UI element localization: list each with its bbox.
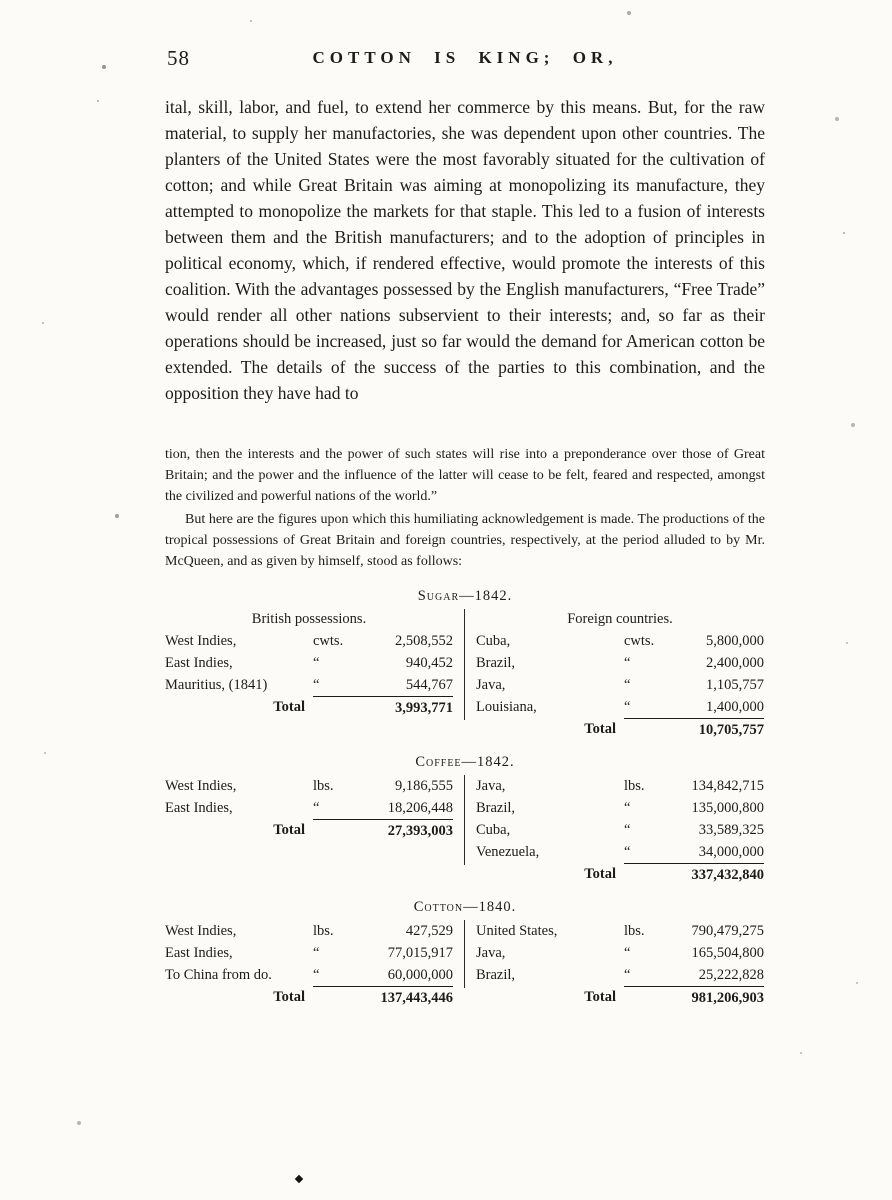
table-row: [165, 964, 453, 986]
total-sum-line: [313, 986, 361, 1009]
table-row: [476, 841, 764, 863]
row-value: 25,222,828: [698, 967, 764, 983]
row-label: West Indies,: [165, 923, 237, 939]
column-header: British possessions.: [251, 611, 367, 627]
row-label: Java,: [476, 677, 506, 693]
row-value: 135,000,800: [691, 800, 764, 816]
table-cotton: [165, 899, 765, 1009]
row-label: East Indies,: [165, 945, 233, 961]
running-header: COTTON IS KING; OR,: [312, 48, 618, 67]
row-value: 940,452: [405, 655, 453, 671]
total-sum-line: [313, 696, 361, 719]
table-row: [476, 920, 764, 942]
table-row: [476, 942, 764, 964]
row-value: 18,206,448: [387, 800, 453, 816]
row-value: 77,015,917: [387, 945, 453, 961]
row-unit: “: [313, 655, 320, 671]
row-unit: lbs.: [624, 778, 645, 794]
table-right-column: [465, 609, 764, 741]
row-value: 34,000,000: [698, 844, 764, 860]
table-row: [476, 797, 764, 819]
row-unit: “: [624, 945, 631, 961]
row-label: To China from do.: [165, 967, 272, 983]
row-label: West Indies,: [165, 778, 237, 794]
row-unit: lbs.: [624, 923, 645, 939]
row-label: United States,: [476, 923, 558, 939]
table-row: [476, 819, 764, 841]
table-columns: [165, 609, 765, 741]
footnote-paragraph-continued: tion, then the interests and the power of such states will rise into a preponderance over those of Great Britain; and the power and the influence of the latter will cease to be felt, feared and respected, amongst the civilized and powerful nations of the world.”: [165, 447, 765, 504]
row-unit: “: [624, 967, 631, 983]
total-sum-line: [624, 718, 672, 741]
statistics-tables: [165, 588, 765, 1009]
total-row: [165, 819, 453, 842]
row-label: Louisiana,: [476, 699, 537, 715]
table-row: [476, 696, 764, 718]
row-value: 790,479,275: [691, 923, 764, 939]
total-row: [476, 863, 764, 886]
table-title: Cotton—1840.: [413, 899, 517, 915]
row-value: 60,000,000: [387, 967, 453, 983]
row-unit: “: [624, 677, 631, 693]
row-unit: “: [624, 699, 631, 715]
page-number: 58: [167, 46, 190, 70]
row-value: 544,767: [405, 677, 453, 693]
total-row: [165, 986, 453, 1009]
scan-bottom-mark: [295, 1175, 303, 1183]
total-label: Total: [273, 989, 305, 1005]
table-row: [476, 630, 764, 652]
table-row: [165, 920, 453, 942]
row-unit: cwts.: [313, 633, 344, 649]
row-value: 5,800,000: [706, 633, 764, 649]
row-unit: “: [624, 844, 631, 860]
total-sum-line: [313, 819, 361, 842]
total-value: 137,443,446: [361, 986, 453, 1009]
total-row: [476, 718, 764, 741]
footnote: [165, 444, 765, 572]
total-value: 10,705,757: [672, 718, 764, 741]
total-value: 337,432,840: [672, 863, 764, 886]
total-label: Total: [584, 721, 616, 737]
row-value: 33,589,325: [698, 822, 764, 838]
table-row: [165, 797, 453, 819]
total-label: Total: [273, 699, 305, 715]
table-left-column: [165, 775, 464, 886]
table-row: [476, 674, 764, 696]
total-sum-line: [624, 863, 672, 886]
table-right-column: [465, 775, 764, 886]
row-value: 2,508,552: [395, 633, 453, 649]
row-label: Java,: [476, 945, 506, 961]
table-title: Sugar—1842.: [417, 588, 513, 604]
table-coffee: [165, 754, 765, 886]
row-unit: cwts.: [624, 633, 655, 649]
total-value: 27,393,003: [361, 819, 453, 842]
table-row: [476, 964, 764, 986]
row-label: Brazil,: [476, 655, 516, 671]
body-paragraph: ital, skill, labor, and fuel, to extend her commerce by this means. But, for the raw material, to supply her manufactories, she was dependent upon other countries. The planters of the United States were the most favorably situated for the cultivation of cotton; and while Great Britain was aiming at monopolizing its manufacture, they attempted to monopolize the markets for that staple. This led to a fusion of interests between them and the British manufacturers; and to the adoption of principles in political economy, which, if rendered effective, would promote the interests of this coalition. With the advantages possessed by the English manufacturers, “Free Trade” would render all other nations subservient to their interests; and, so far as their operations should be increased, just so far would the demand for American cotton be extended. The details of the success of the parties to this combination, and the opposition they have had to: [165, 97, 765, 403]
table-left-column: [165, 609, 464, 741]
row-unit: “: [624, 800, 631, 816]
total-label: Total: [584, 866, 616, 882]
column-header: Foreign countries.: [567, 611, 673, 627]
table-columns: [165, 920, 765, 1009]
table-left-column: [165, 920, 464, 1009]
row-value: 134,842,715: [691, 778, 764, 794]
row-value: 1,400,000: [706, 699, 764, 715]
row-value: 2,400,000: [706, 655, 764, 671]
table-row: [476, 775, 764, 797]
row-value: 165,504,800: [691, 945, 764, 961]
table-right-column: [465, 920, 764, 1009]
row-unit: “: [624, 655, 631, 671]
row-label: Brazil,: [476, 800, 516, 816]
row-unit: lbs.: [313, 923, 334, 939]
row-label: East Indies,: [165, 655, 233, 671]
row-label: Brazil,: [476, 967, 516, 983]
page-header: [165, 44, 765, 76]
table-row: [165, 674, 453, 696]
row-unit: “: [313, 800, 320, 816]
row-unit: “: [313, 945, 320, 961]
table-row: [165, 652, 453, 674]
total-sum-line: [624, 986, 672, 1009]
table-row: [165, 942, 453, 964]
row-unit: “: [624, 822, 631, 838]
row-value: 1,105,757: [706, 677, 764, 693]
table-columns: [165, 775, 765, 886]
total-row: [165, 696, 453, 719]
row-label: Cuba,: [476, 633, 511, 649]
row-unit: “: [313, 967, 320, 983]
row-label: Mauritius, (1841): [165, 677, 268, 693]
table-row: [476, 652, 764, 674]
row-label: West Indies,: [165, 633, 237, 649]
table-row: [165, 630, 453, 652]
total-label: Total: [584, 989, 616, 1005]
total-label: Total: [273, 822, 305, 838]
footnote-paragraph: But here are the figures upon which this humiliating acknowledgement is made. The productions of the tropical possessions of Great Britain and foreign countries, respectively, at the period alluded to by Mr. McQueen, and as given by himself, stood as follows:: [165, 512, 765, 569]
total-value: 981,206,903: [672, 986, 764, 1009]
row-label: Cuba,: [476, 822, 511, 838]
row-label: Venezuela,: [476, 844, 540, 860]
table-sugar: [165, 588, 765, 741]
row-value: 9,186,555: [395, 778, 453, 794]
total-value: 3,993,771: [361, 696, 453, 719]
row-unit: lbs.: [313, 778, 334, 794]
table-title: Coffee—1842.: [415, 754, 515, 770]
table-row: [165, 775, 453, 797]
row-unit: “: [313, 677, 320, 693]
total-row: [476, 986, 764, 1009]
row-label: East Indies,: [165, 800, 233, 816]
row-value: 427,529: [405, 923, 453, 939]
row-label: Java,: [476, 778, 506, 794]
